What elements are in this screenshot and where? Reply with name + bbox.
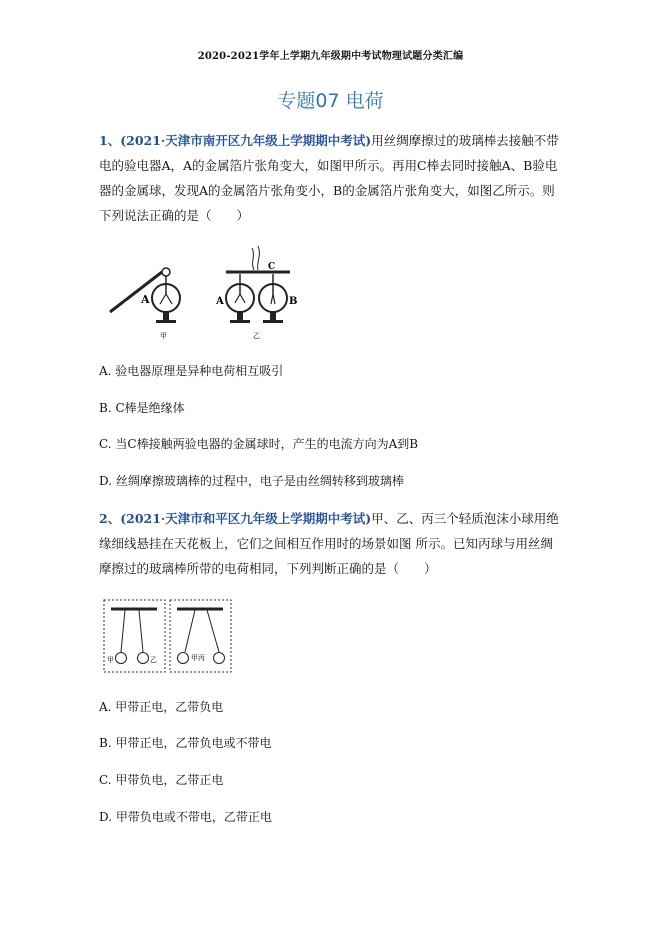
label-b: B <box>289 296 298 307</box>
question-2-option-d[interactable]: D. 甲带负电或不带电，乙带正电 <box>99 810 272 824</box>
electroscope-a-figure-jia <box>110 268 180 340</box>
question-1-stem: 用丝绸摩擦过的玻璃棒去接触不带电的验电器A，A的金属箔片张角变大，如图甲所示。再用C棒去同时接触A、B验电器的金属球，发现A的金属箔片张角变小，B的金属箔片张角变大，如图乙所示。则下列说法正确的是（ ） <box>99 133 559 223</box>
label-jia-left: 甲 <box>107 656 114 664</box>
label-jia: 甲 <box>160 332 167 340</box>
question-1-option-d[interactable]: D. 丝绸摩擦玻璃棒的过程中，电子是由丝绸转移到玻璃棒 <box>99 474 404 488</box>
question-2-number: 2、 <box>99 511 121 526</box>
label-jiabing: 甲丙 <box>191 654 205 662</box>
question-2-source: (2021·天津市和平区九年级上学期期中考试) <box>120 511 372 526</box>
page-title: 专题07 电荷 <box>277 90 384 112</box>
question-2-option-b[interactable]: B. 甲带正电，乙带负电或不带电 <box>99 736 272 750</box>
label-yi: 乙 <box>253 332 260 340</box>
question-1-number: 1、 <box>99 133 121 148</box>
question-1-option-a[interactable]: A. 验电器原理是异种电荷相互吸引 <box>99 364 284 378</box>
label-a-yi: A <box>216 296 224 307</box>
question-1-source: (2021·天津市南开区九年级上学期期中考试) <box>120 133 372 148</box>
question-2-option-a[interactable]: A. 甲带正电，乙带负电 <box>99 700 224 714</box>
question-2-option-c[interactable]: C. 甲带负电，乙带正电 <box>99 773 224 787</box>
question-1-option-b[interactable]: B. C棒是绝缘体 <box>99 401 185 415</box>
question-1-figure <box>108 242 308 342</box>
label-yi: 乙 <box>150 656 157 664</box>
question-2-figure <box>103 598 233 674</box>
page-header: 2020-2021学年上学期九年级期中考试物理试题分类汇编 <box>197 51 464 62</box>
label-c: C <box>268 262 276 272</box>
label-a-jia: A <box>141 293 150 306</box>
question-2 <box>99 506 561 581</box>
question-1 <box>99 128 561 228</box>
electroscopes-figure-yi <box>215 246 297 340</box>
question-2-stem: 甲、乙、丙三个轻质泡沫小球用绝缘细线悬挂在天花板上，它们之间相互作用时的场景如图 所示。已知丙球与用丝绸摩擦过的玻璃棒所带的电荷相同，下列判断正确的是（ ） <box>99 511 559 576</box>
question-1-option-c[interactable]: C. 当C棒接触两验电器的金属球时，产生的电流方向为A到B <box>99 437 419 451</box>
